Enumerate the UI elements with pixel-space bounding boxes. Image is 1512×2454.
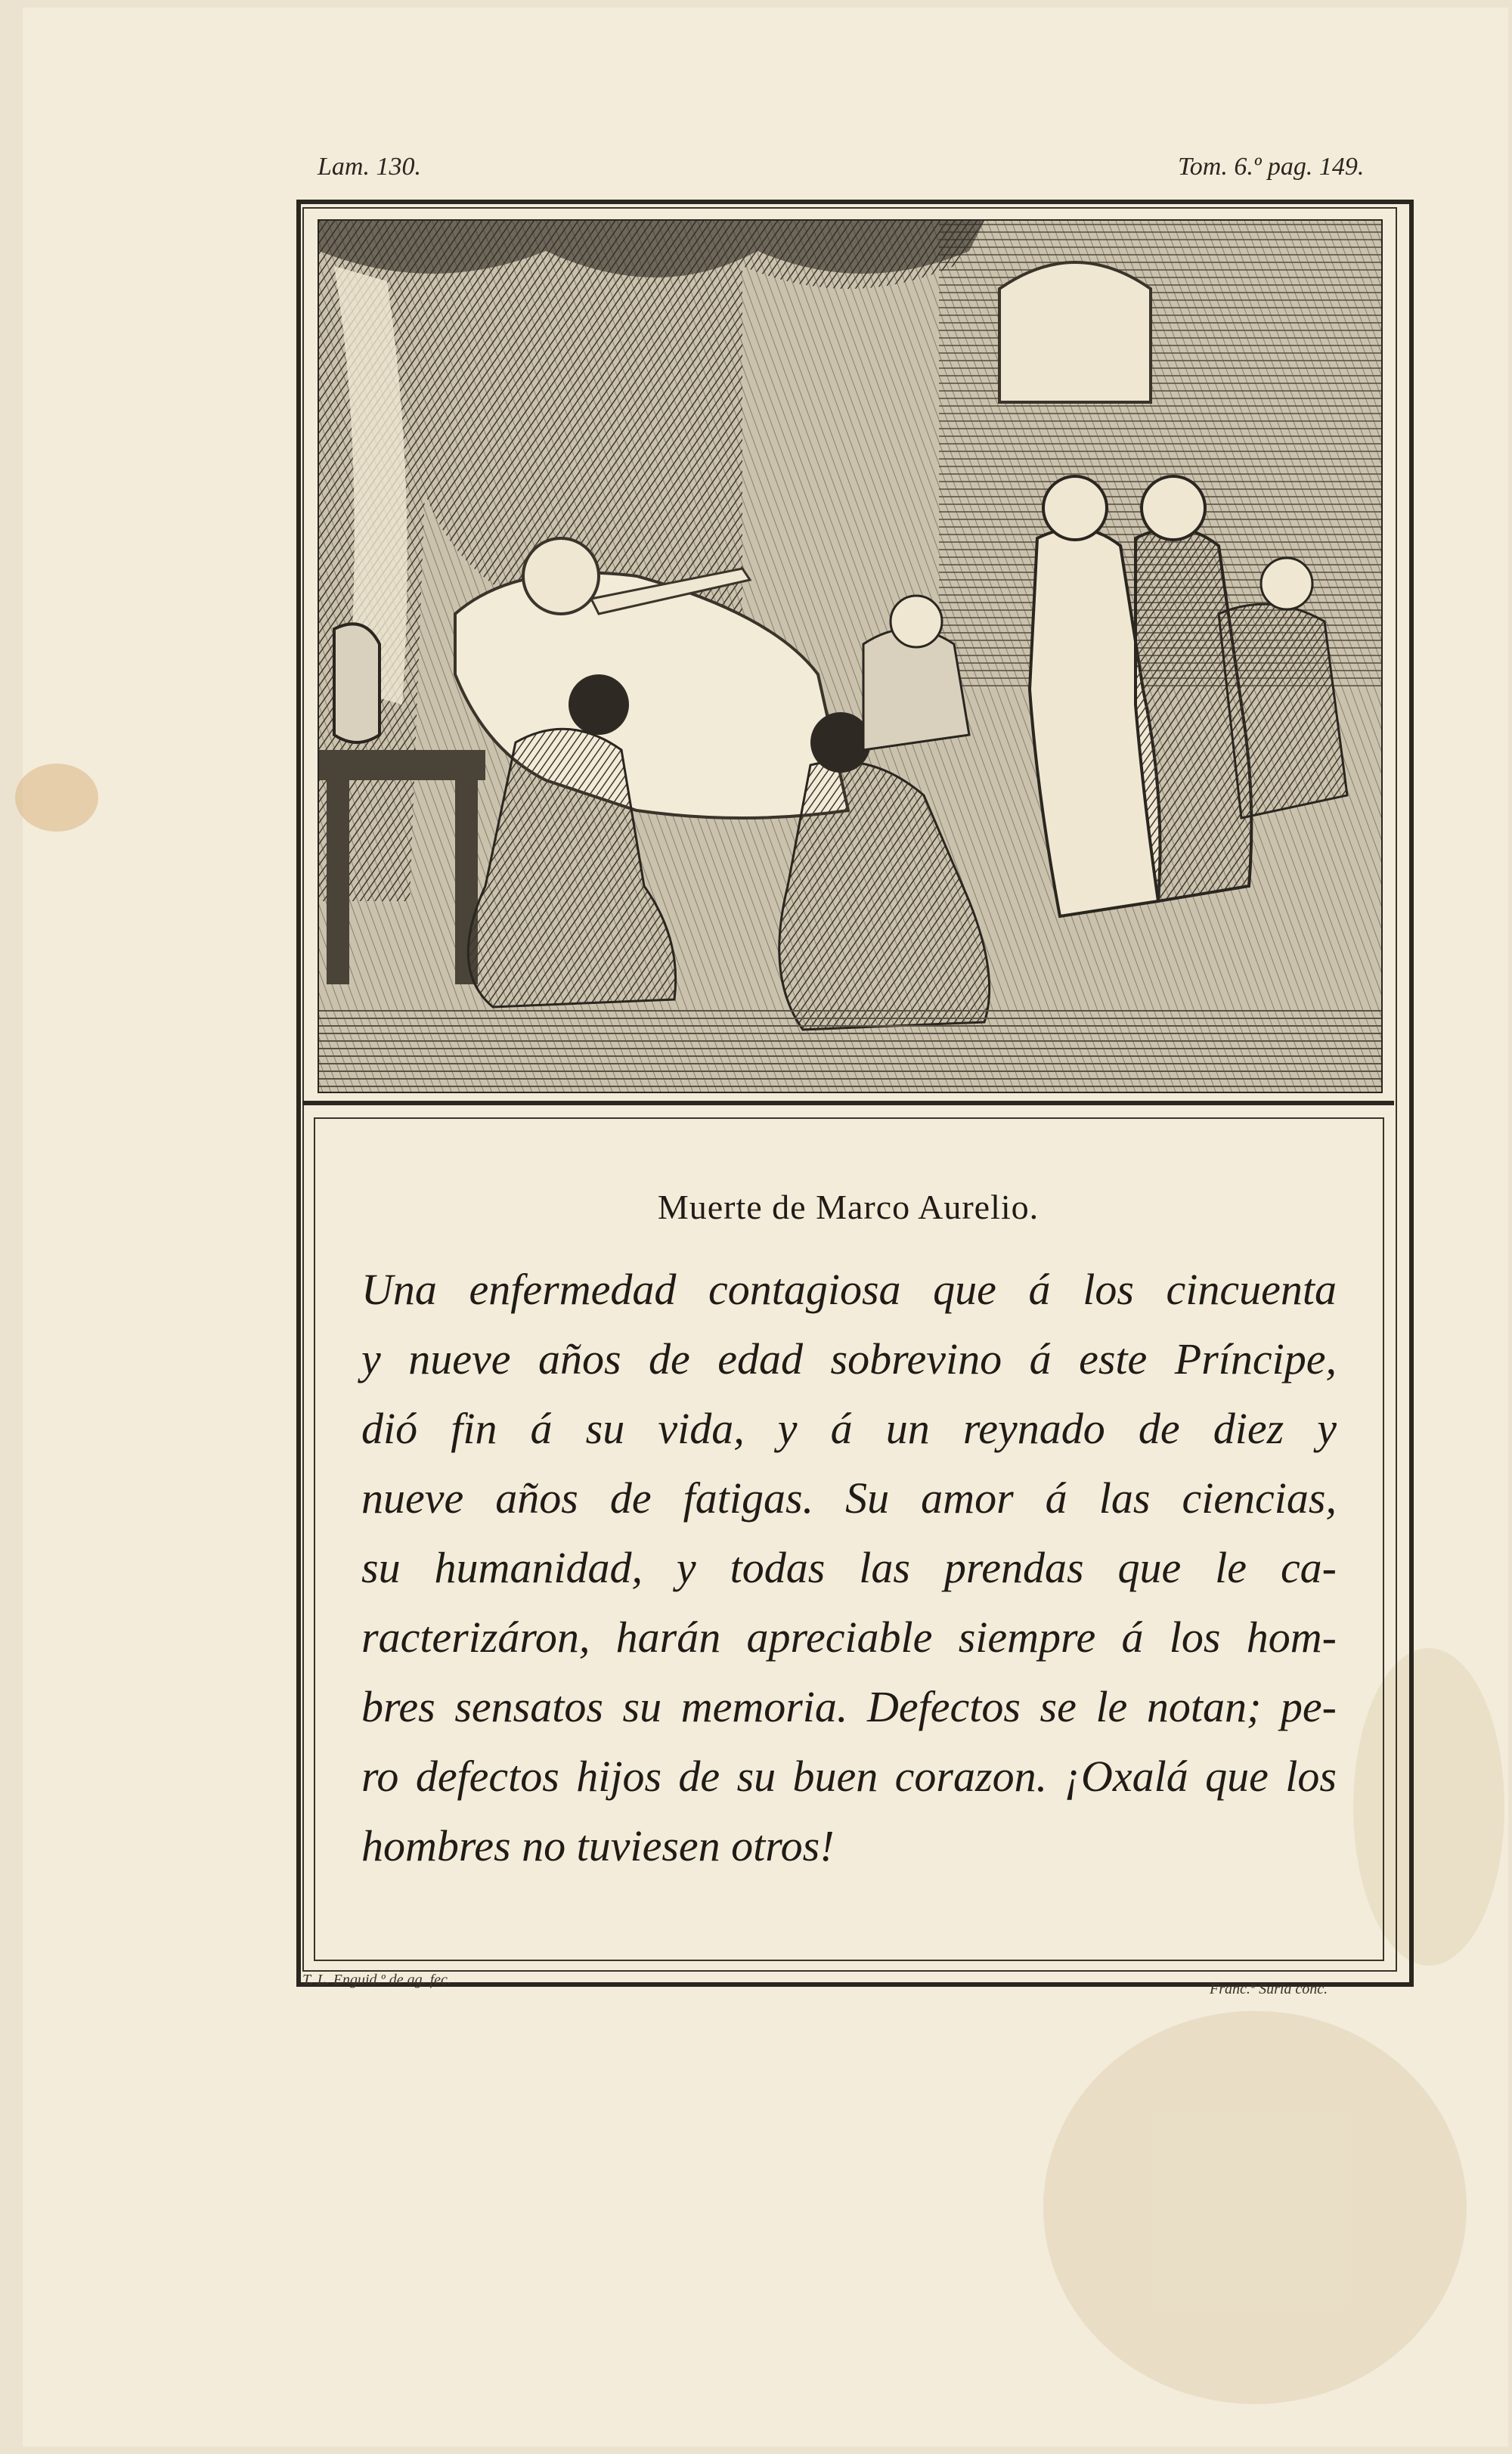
caption-line: bres sensatos su memoria. Defectos se le notan; pe- — [361, 1682, 1337, 1731]
paper-stain — [1043, 2011, 1467, 2404]
caption-line: racterizáron, harán apreciable siempre á los hom- — [361, 1613, 1337, 1662]
illustration-divider — [302, 1101, 1394, 1105]
corrector-credit: Franc.º Suria conc. — [1210, 1981, 1328, 1997]
caption-line: dió fin á su vida, y á un reynado de diez y — [361, 1404, 1337, 1453]
engraver-credit: T. L. Enguid.º de ag. fec. — [302, 1972, 451, 1988]
caption-line: su humanidad, y todas las prendas que le ca- — [361, 1543, 1337, 1592]
caption-line: nueve años de fatigas. Su amor á las ciencias, — [361, 1473, 1337, 1523]
caption-line: ro defectos hijos de su buen corazon. ¡Oxalá que los — [361, 1752, 1337, 1801]
engraving-illustration — [318, 219, 1383, 1093]
caption-line: y nueve años de edad sobrevino á este Príncipe, — [361, 1334, 1337, 1383]
caption-line: hombres no tuviesen otros! — [361, 1821, 835, 1870]
plate-number: Lam. 130. — [318, 153, 421, 181]
paper-stain — [15, 764, 98, 832]
caption-line: Una enfermedad contagiosa que á los cincuenta — [361, 1265, 1337, 1314]
caption-title: Muerte de Marco Aurelio. — [657, 1188, 1040, 1226]
caption-text — [361, 1255, 1337, 1881]
volume-page-reference: Tom. 6.º pag. 149. — [1178, 153, 1365, 181]
